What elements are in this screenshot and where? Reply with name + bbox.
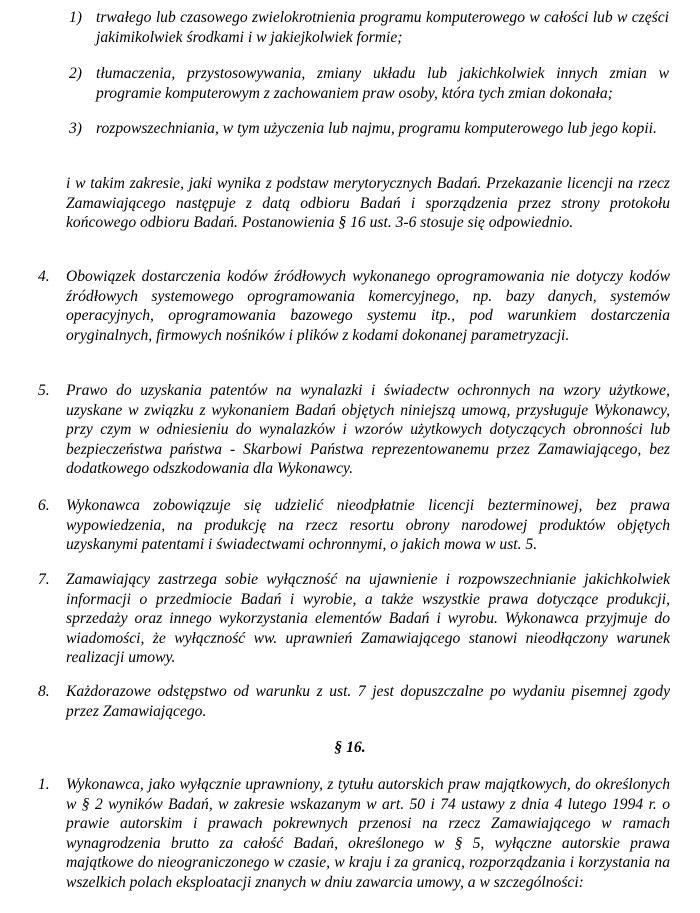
paragraph-text: Każdorazowe odstępstwo od warunku z ust. 7 jest dopuszczalne po wydaniu pisemnej zgody przez Zamawiającego.	[66, 683, 670, 720]
paragraph-number: 6.	[38, 497, 50, 514]
sub-item-3	[0, 119, 700, 159]
paragraph-text: Prawo do uzyskania patentów na wynalazki i świadectw ochronnych na wzory użytkowe, uzyskane w związku z wykonaniem Badań objętych niniejszą umową, przysługuje Wykonawcy, przy czym w odniesieniu do wynalazków i wzorów użytkowych dotyczących obronności lub bezpieczeństwa państwa - Skarbowi Państwa reprezentowanemu przez Zamawiającego, bez dodatkowego odszkodowania dla Wykonawcy.	[66, 382, 670, 477]
sub-item-number: 1)	[69, 9, 82, 26]
paragraph-text: Obowiązek dostarczenia kodów źródłowych wykonanego oprogramowania nie dotyczy kodów źródłowych systemowego oprogramowania komercyjnego, np. bazy danych, systemów operacyjnych, oprogramowania bazowego systemu itp., pod warunkiem dostarczenia oryginalnych, firmowych nośników i plików z kodami dokonanej parametryzacji.	[66, 268, 670, 344]
sub-item-text: rozpowszechniania, w tym użyczenia lub najmu, programu komputerowego lub jego kopii.	[96, 120, 657, 137]
sub-item-number: 2)	[69, 65, 82, 82]
paragraph-text: Wykonawca zobowiązuje się udzielić nieodpłatnie licencji bezterminowej, bez prawa wypowiedzenia, na produkcję na rzecz resortu obrony narodowej produktów objętych uzyskanymi patentami i świadectwami ochronnymi, o jakich mowa w ust. 5.	[66, 497, 670, 553]
paragraph-number: 1.	[38, 776, 50, 793]
continuation-paragraph: i w takim zakresie, jaki wynika z podstaw merytorycznych Badań. Przekazanie licencji na rzecz Zamawiającego następuje z datą odbioru Badań i sporządzenia przez strony protokołu końcowego odbioru Badań. Postanowienia § 16 ust. 3-6 stosuje się odpowiednio.	[66, 175, 670, 231]
sub-item-1	[0, 8, 700, 48]
sub-item-2	[0, 64, 700, 104]
paragraph-number: 7.	[38, 571, 50, 588]
paragraph-number: 4.	[38, 268, 50, 285]
paragraph-text: Zamawiający zastrzega sobie wyłączność na ujawnienie i rozpowszechnianie jakichkolwiek informacji o przedmiocie Badań i wyrobie, a także wszystkie prawa dotyczące produkcji, sprzedaży oraz innego wykorzystania elementów Badań i wyrobu. Wykonawca przyjmuje do wiadomości, że wyłączność ww. uprawnień Zamawiającego stanowi nieodłączony warunek realizacji umowy.	[66, 571, 670, 666]
sub-item-number: 3)	[69, 120, 82, 137]
sub-item-text: trwałego lub czasowego zwielokrotnienia programu komputerowego w całości lub w części jakimikolwiek środkami i w jakiejkolwiek formie;	[96, 9, 669, 46]
section-heading: § 16.	[334, 739, 366, 756]
sub-item-text: tłumaczenia, przystosowywania, zmiany układu lub jakichkolwiek innych zmian w programie komputerowym z zachowaniem praw osoby, która tych zmian dokonała;	[96, 65, 669, 102]
paragraph-number: 8.	[38, 683, 50, 700]
paragraph-text: Wykonawca, jako wyłącznie uprawniony, z tytułu autorskich praw majątkowych, do określonych w § 2 wyników Badań, w zakresie wskazanym w art. 50 i 74 ustawy z dnia 4 lutego 1994 r. o prawie autorskim i prawach pokrewnych przenosi na rzecz Zamawiającego w ramach wynagrodzenia brutto za całość Badań, określonego w § 5, wyłączne autorskie prawa majątkowe do nieograniczonego w czasie, w kraju i za granicą, rozporządzania i korzystania na wszelkich polach eksploatacji znanych w dniu zawarcia umowy, a w szczególności:	[66, 776, 670, 891]
paragraph-number: 5.	[38, 382, 50, 399]
